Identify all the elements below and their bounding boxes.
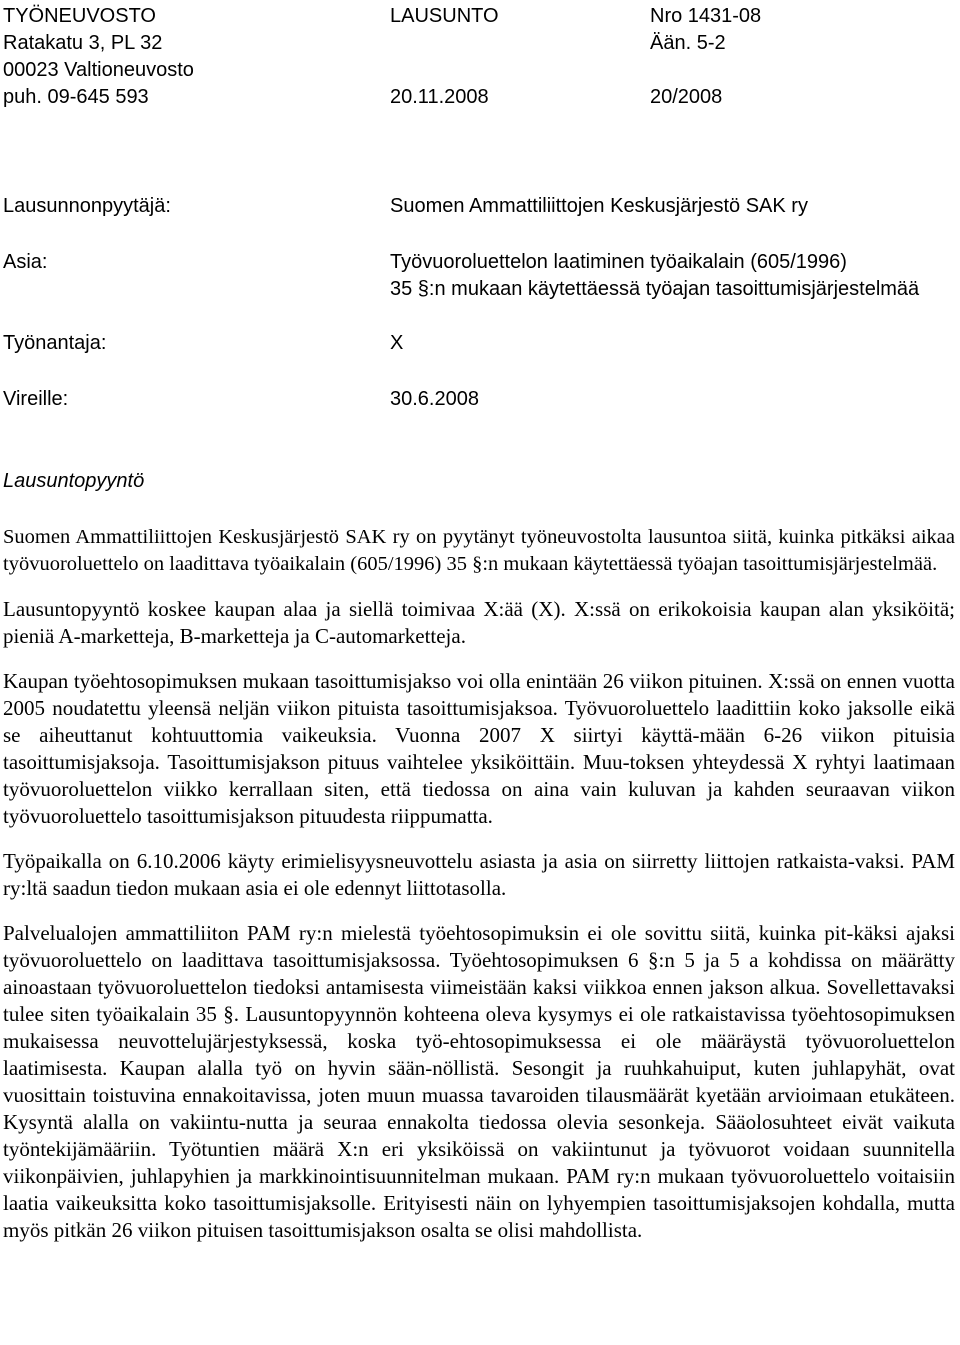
section-title: Lausuntopyyntö bbox=[3, 470, 145, 492]
filed-label: Vireille: bbox=[3, 388, 69, 410]
employer-label: Työnantaja: bbox=[3, 332, 107, 354]
paragraph-5: Palvelualojen ammattiliiton PAM ry:n mielestä työehtosopimuksin ei ole sovittu siitä, kuinka pit-käksi ajaksi työvuoroluettelo on laadittava tasoittumisjaksossa. Työehtosopimuksen 6 §:n 5 ja 5 a kohdissa on määrätty ainoastaan työvuoroluettelon tiedoksi antamisesta viimeistään kaksi viikkoa ennen jakson alkua. Sovellettavaksi tulee siten työaikalain 35 §. Lausuntopyynnön kohteena oleva kysymys ei ole ratkaistavissa työehtosopimuksen mukaisessa neuvottelujärjestyksessä, koska työ-ehtosopimuksessa ei ole määräystä työvuoroluettelon laatimisesta. Kaupan alalla työ on hyvin sään-nöllistä. Sesongit ja ruuhkahuiput, kuten juhlapyhät, ovat vuosittain toistuvina ennakoitavissa, joten muun muassa tavaroiden tilausmäärät kyetään arvioimaan etukäteen. Kysyntä alalla on vakiintu-nutta ja seuraa ennakolta tiedossa olevia sesonkeja. Sääolosuhteet eivät vaikuta työntekijämääriin. Työtuntien määrä X:n eri yksiköissä on vakiintunut ja työvuorot voidaan suunnitella viikonpäivien, juhlapyhien ja markkinointisuunnitelman mukaan. PAM ry:n mukaan työvuoroluettelo voitaisiin laatia vaikeuksitta koko tasoittumisjaksolle. Erityisesti näin on lyhyempien tasoittumisjaksojen kohdalla, mutta myös pitkän 26 viikon pituisen tasoittumisjakson osalta se olisi mahdollista. bbox=[3, 921, 955, 1242]
paragraph-1: Suomen Ammattiliittojen Keskusjärjestö SAK ry on pyytänyt työneuvostolta lausuntoa siitä, kuinka pitkäksi aikaa työvuoroluettelo on laadittava työaikalain (605/1996) 35 §:n mukaan käytettäessä työajan tasoittumisjärjestelmää. bbox=[3, 526, 955, 575]
doc-number: Nro 1431-08 bbox=[650, 5, 762, 27]
subject-line-2: 35 §:n mukaan käytettäessä työajan tasoittumisjärjestelmää bbox=[390, 278, 920, 300]
doc-votes: Ään. 5-2 bbox=[650, 32, 726, 54]
subject-label: Asia: bbox=[3, 251, 48, 273]
org-address: Ratakatu 3, PL 32 bbox=[3, 32, 163, 54]
doc-type: LAUSUNTO bbox=[390, 5, 499, 27]
org-name: TYÖNEUVOSTO bbox=[3, 5, 156, 27]
filed-value: 30.6.2008 bbox=[390, 388, 479, 410]
doc-date: 20.11.2008 bbox=[390, 86, 489, 108]
doc-ref: 20/2008 bbox=[650, 86, 723, 108]
subject-line-1: Työvuoroluettelon laatiminen työaikalain (605/1996) bbox=[390, 251, 847, 273]
requester-value: Suomen Ammattiliittojen Keskusjärjestö SAK ry bbox=[390, 195, 808, 217]
body-text bbox=[3, 524, 955, 1262]
employer-value: X bbox=[390, 332, 404, 354]
paragraph-3: Kaupan työehtosopimuksen mukaan tasoittumisjakso voi olla enintään 26 viikon pituinen. X:ssä on ennen vuotta 2005 noudatettu yleensä neljän viikon pituista tasoittumisjaksoa. Työvuoroluettelo laadittiin koko jaksolle eikä se aiheuttanut kohtuuttomia vaikeuksia. Vuonna 2007 X siirtyi käyttä-mään 6-26 viikon pituisia tasoittumisjaksoja. Tasoittumisjakson pituus vaihtelee yksiköittäin. Muu-toksen yhteydessä X ryhtyi laatimaan työvuoroluettelon viikko kerrallaan siten, että tiedossa on aina vain kuluvan ja kahden seuraavan viikon työvuoroluettelo tasoittumisjakson pituudesta riippumatta. bbox=[3, 669, 955, 828]
paragraph-4: Työpaikalla on 6.10.2006 käyty erimielisyysneuvottelu asiasta ja asia on siirretty liittojen ratkaista-vaksi. PAM ry:ltä saadun tiedon mukaan asia ei ole edennyt liittotasolla. bbox=[3, 849, 955, 900]
requester-label: Lausunnonpyytäjä: bbox=[3, 195, 171, 217]
org-postal: 00023 Valtioneuvosto bbox=[3, 59, 194, 81]
org-phone: puh. 09-645 593 bbox=[3, 86, 149, 108]
paragraph-2: Lausuntopyyntö koskee kaupan alaa ja siellä toimivaa X:ää (X). X:ssä on erikokoisia kaupan alan yksiköitä; pieniä A-marketteja, B-marketteja ja C-automarketteja. bbox=[3, 597, 955, 648]
